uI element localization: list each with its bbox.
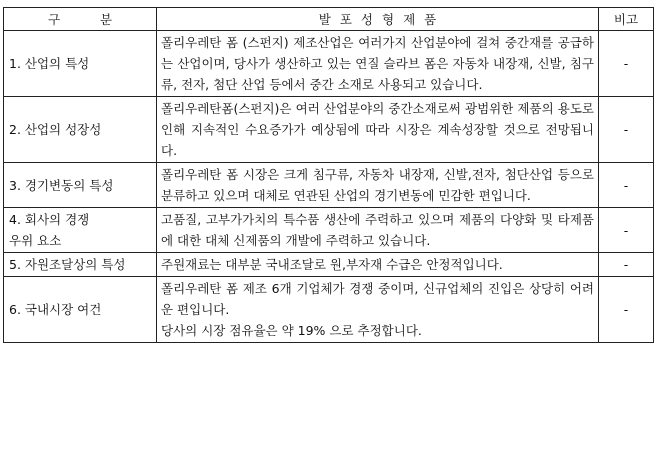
row-note: -	[599, 253, 654, 277]
row-note: -	[599, 208, 654, 253]
row-category: 2. 산업의 성장성	[4, 97, 157, 163]
row-description	[157, 208, 599, 253]
header-description: 발포성형제품	[157, 8, 599, 31]
row-category: 4. 회사의 경쟁 우위 요소	[4, 208, 157, 253]
industry-overview-table	[3, 7, 654, 343]
row-category: 5. 자원조달상의 특성	[4, 253, 157, 277]
row-description	[157, 97, 599, 163]
table-row	[4, 97, 654, 163]
row-note: -	[599, 163, 654, 208]
table-row	[4, 253, 654, 277]
header-row	[4, 8, 654, 31]
row-description	[157, 163, 599, 208]
row-description	[157, 31, 599, 97]
description-paragraph: 고품질, 고부가가치의 특수품 생산에 주력하고 있으며 제품의 다양화 및 타제품에 대한 대체 신제품의 개발에 주력하고 있습니다.	[161, 212, 594, 248]
row-note: -	[599, 97, 654, 163]
row-category: 1. 산업의 특성	[4, 31, 157, 97]
row-note: -	[599, 31, 654, 97]
row-category: 3. 경기변동의 특성	[4, 163, 157, 208]
row-description	[157, 253, 599, 277]
header-category: 구 분	[4, 8, 157, 31]
description-paragraph: 폴리우레탄폼(스펀지)은 여러 산업분야의 중간소재로써 광범위한 제품의 용도로 인해 지속적인 수요증가가 예상됨에 따라 시장은 계속성장할 것으로 전망됩니다.	[161, 101, 594, 158]
header-note: 비고	[599, 8, 654, 31]
table-row	[4, 163, 654, 208]
table-row	[4, 277, 654, 343]
description-paragraph: 폴리우레탄 폼 시장은 크게 침구류, 자동차 내장재, 신발,전자, 첨단산업 등으로 분류하고 있으며 대체로 연관된 산업의 경기변동에 민감한 편입니다.	[161, 167, 594, 203]
description-paragraph: 폴리우레탄 폼 (스펀지) 제조산업은 여러가지 산업분야에 걸쳐 중간재를 공급하는 산업이며, 당사가 생산하고 있는 연질 슬라브 폼은 자동차 내장재, 신발, 침구류, 전자, 첨단 산업 등에서 중간 소재로 사용되고 있습니다.	[161, 35, 594, 92]
row-description	[157, 277, 599, 343]
description-paragraph: 폴리우레탄 폼 제조 6개 기업체가 경쟁 중이며, 신규업체의 진입은 상당히 어려운 편입니다.	[161, 281, 594, 317]
description-paragraph: 주원재료는 대부분 국내조달로 원,부자재 수급은 안정적입니다.	[161, 257, 503, 272]
description-paragraph: 당사의 시장 점유율은 약 19% 으로 추정합니다.	[161, 323, 422, 338]
table-row	[4, 208, 654, 253]
row-category: 6. 국내시장 여건	[4, 277, 157, 343]
row-note: -	[599, 277, 654, 343]
table-row	[4, 31, 654, 97]
